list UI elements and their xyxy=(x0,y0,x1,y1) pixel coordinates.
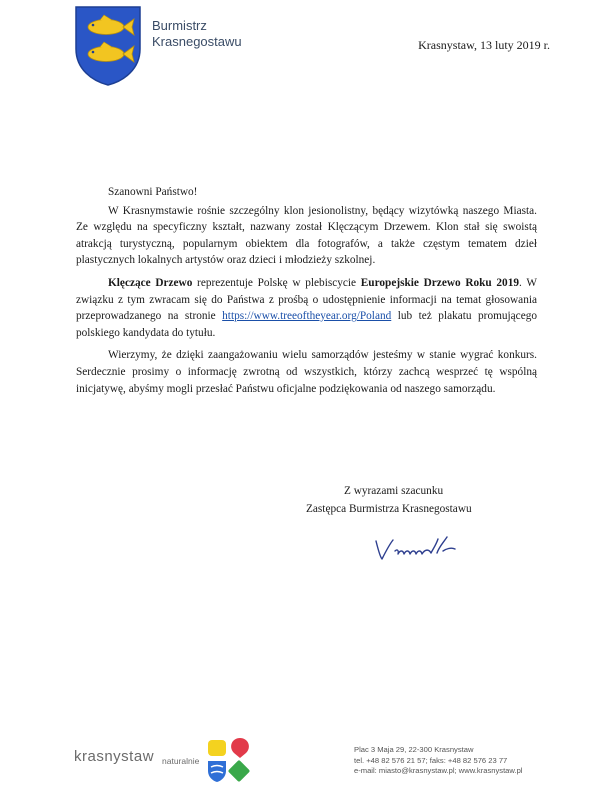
letter-date: Krasnystaw, 13 luty 2019 r. xyxy=(418,38,550,52)
signatory-title: Zastępca Burmistrza Krasnegostawu xyxy=(306,503,472,515)
city-logo-icon xyxy=(204,735,254,785)
brand-tagline: naturalnie xyxy=(162,756,200,766)
contact-email: e-mail: miasto@krasnystaw.pl; www.krasnystaw.pl xyxy=(354,766,523,775)
signature-icon xyxy=(373,531,459,565)
contest-name: Europejskie Drzewo Roku 2019 xyxy=(360,276,519,289)
issuer-title-line1: Burmistrz xyxy=(152,18,207,33)
contact-address: Plac 3 Maja 29, 22-300 Krasnystaw xyxy=(354,745,474,754)
closing-phrase: Z wyrazami szacunku xyxy=(344,485,444,497)
letter-body xyxy=(76,184,537,403)
brand-name: krasnystaw xyxy=(74,748,155,765)
contact-phone: tel. +48 82 576 21 57; faks: +48 82 576 23 77 xyxy=(354,755,508,765)
issuer-title xyxy=(152,18,242,50)
paragraph-3: Wierzymy, że dzięki zaangażowaniu wielu samorządów jesteśmy w stanie wygrać konkurs. Serdecznie prosimy o informację zwrotną od wszystkich, którzy zachcą wesprzeć tę wspólną inicjatywę, abyśmy mogli przesłać Państwu oficjalne podziękowania od naszego samorządu. xyxy=(76,349,537,395)
paragraph-2-text2: . W związku z tym zwracam się do Państwa z prośbą o udostępnienie informacji na temat głosowania przeprowadzanego na stronie xyxy=(76,276,537,323)
voting-link[interactable]: https://www.treeoftheyear.org/Poland xyxy=(222,310,392,323)
closing-block xyxy=(306,482,472,518)
paragraph-2 xyxy=(76,275,537,341)
crest-icon xyxy=(74,5,142,87)
salutation: Szanowni Państwo! xyxy=(108,186,198,198)
contact-info xyxy=(354,745,523,777)
paragraph-2-text1: reprezentuje Polskę w plebiscycie xyxy=(192,276,361,289)
paragraph-2-text3: lub też plakatu promującego polskiego kandydata do tytułu. xyxy=(76,310,538,339)
issuer-title-line2: Krasnegostawu xyxy=(152,34,242,49)
paragraph-1: W Krasnymstawie rośnie szczególny klon jesionolistny, będący wizytówką naszego Miasta. Ze względu na specyficzny kształt, nazwany został Klęczącym Drzewem. Klon stał się swoistą atrakcją turystyczną, popularnym obiektem dla fotografów, a także częstym tematem dzieł plastycznych lokalnych artystów oraz dzieci i młodzieży szkolnej. xyxy=(76,204,537,267)
tree-name: Klęczące Drzewo xyxy=(108,276,193,289)
